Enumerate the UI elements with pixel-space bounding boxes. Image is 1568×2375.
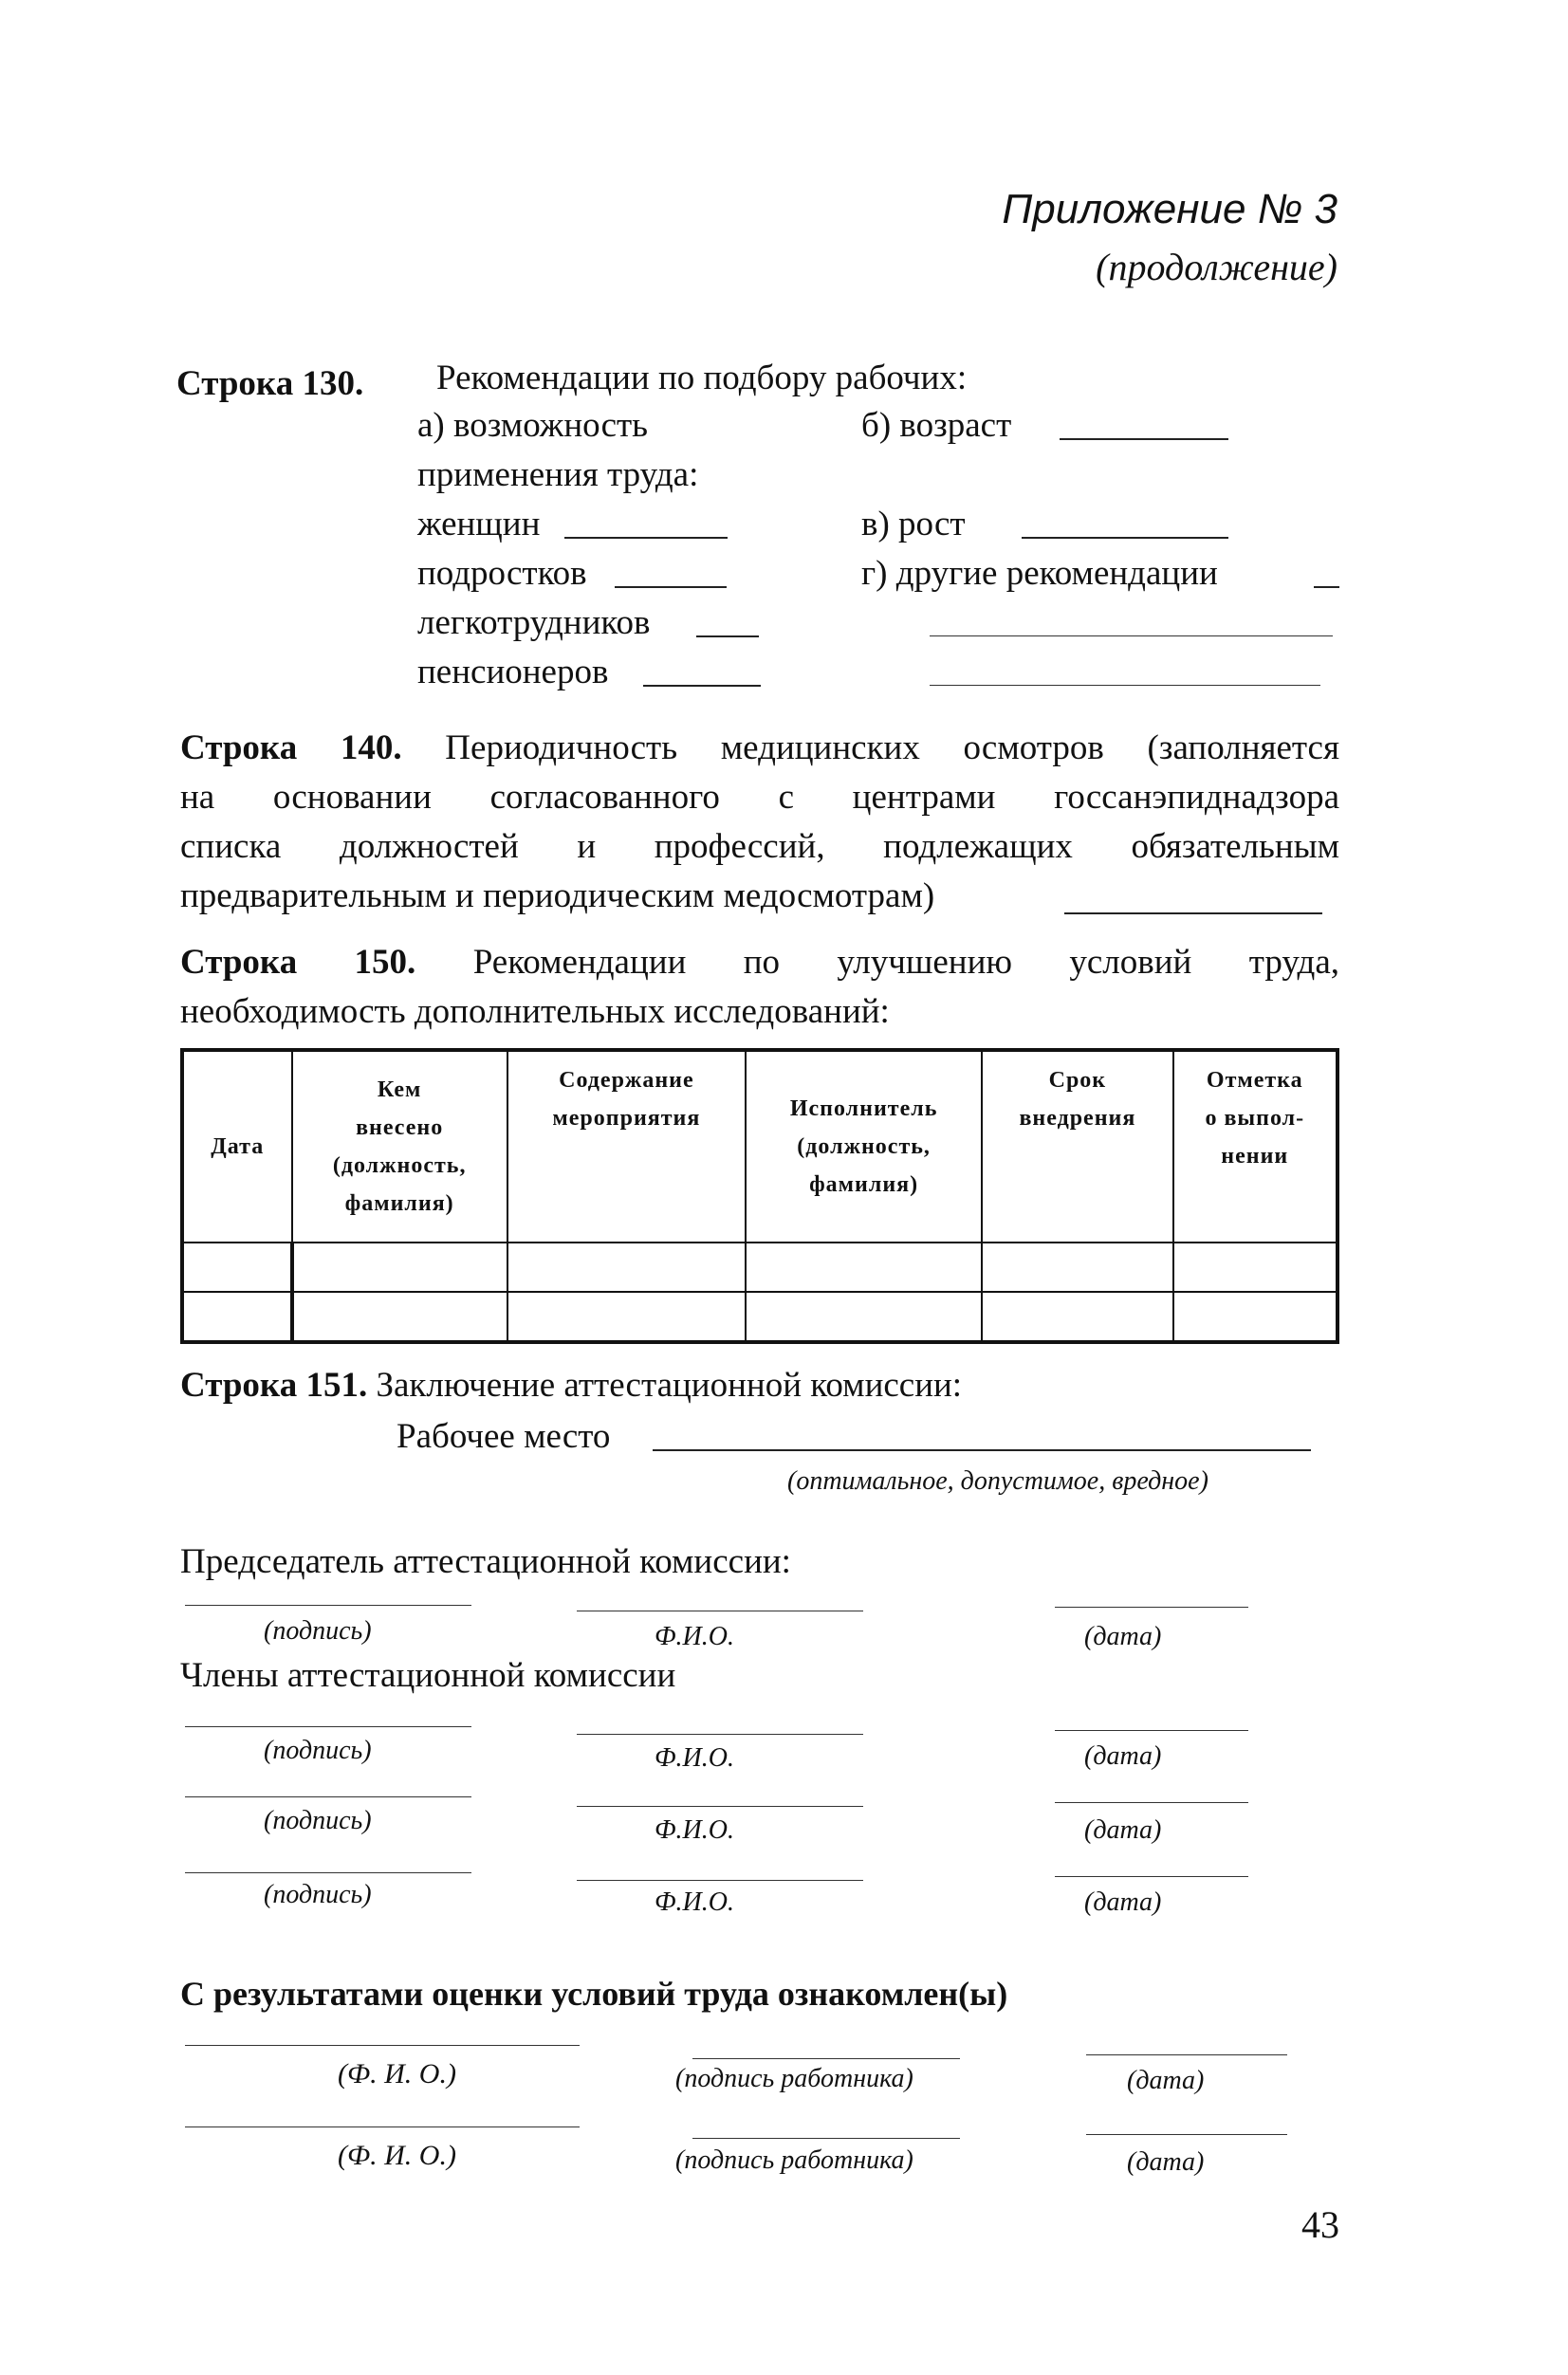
row130-light-workers: легкотрудников [417, 603, 651, 642]
member1-date-caption: (дата) [1084, 1741, 1162, 1771]
light-workers-blank [696, 635, 759, 637]
chairman-date-line [1055, 1607, 1248, 1608]
row130-label: Строка 130. [176, 364, 364, 403]
row140-line1: Строка 140. Периодичность медицинских осмотров (заполняется [180, 728, 1339, 767]
member1-date-line [1055, 1730, 1248, 1731]
acquaint1-sign-line [692, 2058, 960, 2059]
workplace-options: (оптимальное, допустимое, вредное) [787, 1466, 1208, 1496]
acquaint2-date-line [1086, 2134, 1287, 2135]
row140-paragraph [180, 730, 1339, 928]
row130-b-age: б) возраст [861, 406, 1012, 445]
appendix-continued: (продолжение) [1096, 246, 1337, 288]
row151-label: Строка 151. [180, 1366, 368, 1405]
member3-fio-caption: Ф.И.О. [655, 1887, 734, 1917]
member3-fio-line [577, 1880, 863, 1881]
acquaint-title: С результатами оценки условий труда ознакомлен(ы) [180, 1975, 1008, 2013]
row130-a-line2: применения труда: [417, 455, 699, 494]
col-content-header: Содержание мероприятия [507, 1050, 746, 1243]
chairman-date-caption: (дата) [1084, 1622, 1162, 1651]
acquaint2-sign-caption: (подпись работника) [675, 2145, 913, 2175]
height-blank [1022, 537, 1228, 539]
chairman-fio-caption: Ф.И.О. [655, 1622, 734, 1651]
col-mark-header: Отметка о выпол- нении [1173, 1050, 1337, 1243]
member3-date-caption: (дата) [1084, 1887, 1162, 1917]
member2-sign-caption: (подпись) [264, 1806, 372, 1835]
women-blank [564, 537, 728, 539]
row140-line2: на основании согласованного с центрами госсанэпиднадзора [180, 778, 1339, 817]
row130-teens: подростков [417, 554, 587, 593]
row140-label: Строка 140. [180, 728, 402, 767]
row130-v-height: в) рост [861, 505, 966, 543]
member2-date-caption: (дата) [1084, 1815, 1162, 1845]
workplace-label: Рабочее место [397, 1417, 611, 1456]
member2-date-line [1055, 1802, 1248, 1803]
row130-pensioners: пенсионеров [417, 653, 609, 691]
chairman-label: Председатель аттестационной комиссии: [180, 1542, 791, 1581]
member2-sign-line [185, 1796, 471, 1797]
other-blank-3 [930, 685, 1320, 686]
table-row [182, 1292, 1337, 1342]
page-number: 43 [1301, 2203, 1339, 2246]
row130-g-other: г) другие рекомендации [861, 554, 1218, 593]
age-blank [1060, 438, 1228, 440]
row150-line2: необходимость дополнительных исследований: [180, 992, 890, 1031]
col-deadline-header: Срок внедрения [982, 1050, 1172, 1243]
members-label: Члены аттестационной комиссии [180, 1656, 676, 1695]
workplace-blank [653, 1449, 1311, 1451]
row140-line3: списка должностей и профессий, подлежащих обязательным [180, 827, 1339, 866]
member1-fio-caption: Ф.И.О. [655, 1743, 734, 1773]
col-date-header: Дата [182, 1050, 292, 1243]
row150-label: Строка 150. [180, 943, 416, 982]
acquaint1-fio-line [185, 2045, 580, 2046]
row130-a-line1: а) возможность [417, 406, 649, 445]
teens-blank [615, 586, 727, 588]
member3-sign-line [185, 1872, 471, 1873]
recommendations-table [180, 1048, 1339, 1344]
other-blank-2 [930, 635, 1333, 636]
acquaint2-sign-line [692, 2138, 960, 2139]
chairman-sign-line [185, 1605, 471, 1606]
row140-line4: предварительным и периодическим медосмотрам) [180, 876, 935, 915]
table-header-row [182, 1050, 1337, 1243]
member2-fio-caption: Ф.И.О. [655, 1815, 734, 1845]
member1-fio-line [577, 1734, 863, 1735]
row140-blank [1064, 912, 1322, 914]
acquaint1-sign-caption: (подпись работника) [675, 2064, 913, 2093]
member1-sign-line [185, 1726, 471, 1727]
member2-fio-line [577, 1806, 863, 1807]
acquaint1-date-line [1086, 2054, 1287, 2055]
col-executor-header: Исполнитель (должность, фамилия) [746, 1050, 982, 1243]
table-row [182, 1243, 1337, 1292]
acquaint2-fio-caption: (Ф. И. О.) [338, 2140, 456, 2171]
acquaint1-date-caption: (дата) [1127, 2066, 1205, 2095]
member3-sign-caption: (подпись) [264, 1880, 372, 1909]
acquaint1-fio-caption: (Ф. И. О.) [338, 2058, 456, 2090]
row130-title: Рекомендации по подбору рабочих: [436, 359, 968, 397]
row130-women: женщин [417, 505, 541, 543]
row151-line: Строка 151. Заключение аттестационной комиссии: [180, 1366, 963, 1405]
pensioners-blank [643, 685, 761, 687]
other-blank-1 [1314, 586, 1339, 588]
row150-line1: Строка 150. Рекомендации по улучшению условий труда, [180, 943, 1339, 982]
chairman-sign-caption: (подпись) [264, 1616, 372, 1646]
col-author-header: Кем внесено (должность, фамилия) [292, 1050, 507, 1243]
acquaint2-date-caption: (дата) [1127, 2147, 1205, 2177]
member3-date-line [1055, 1876, 1248, 1877]
appendix-title: Приложение № 3 [1002, 186, 1337, 232]
member1-sign-caption: (подпись) [264, 1736, 372, 1765]
acquaint2-fio-line [185, 2126, 580, 2127]
